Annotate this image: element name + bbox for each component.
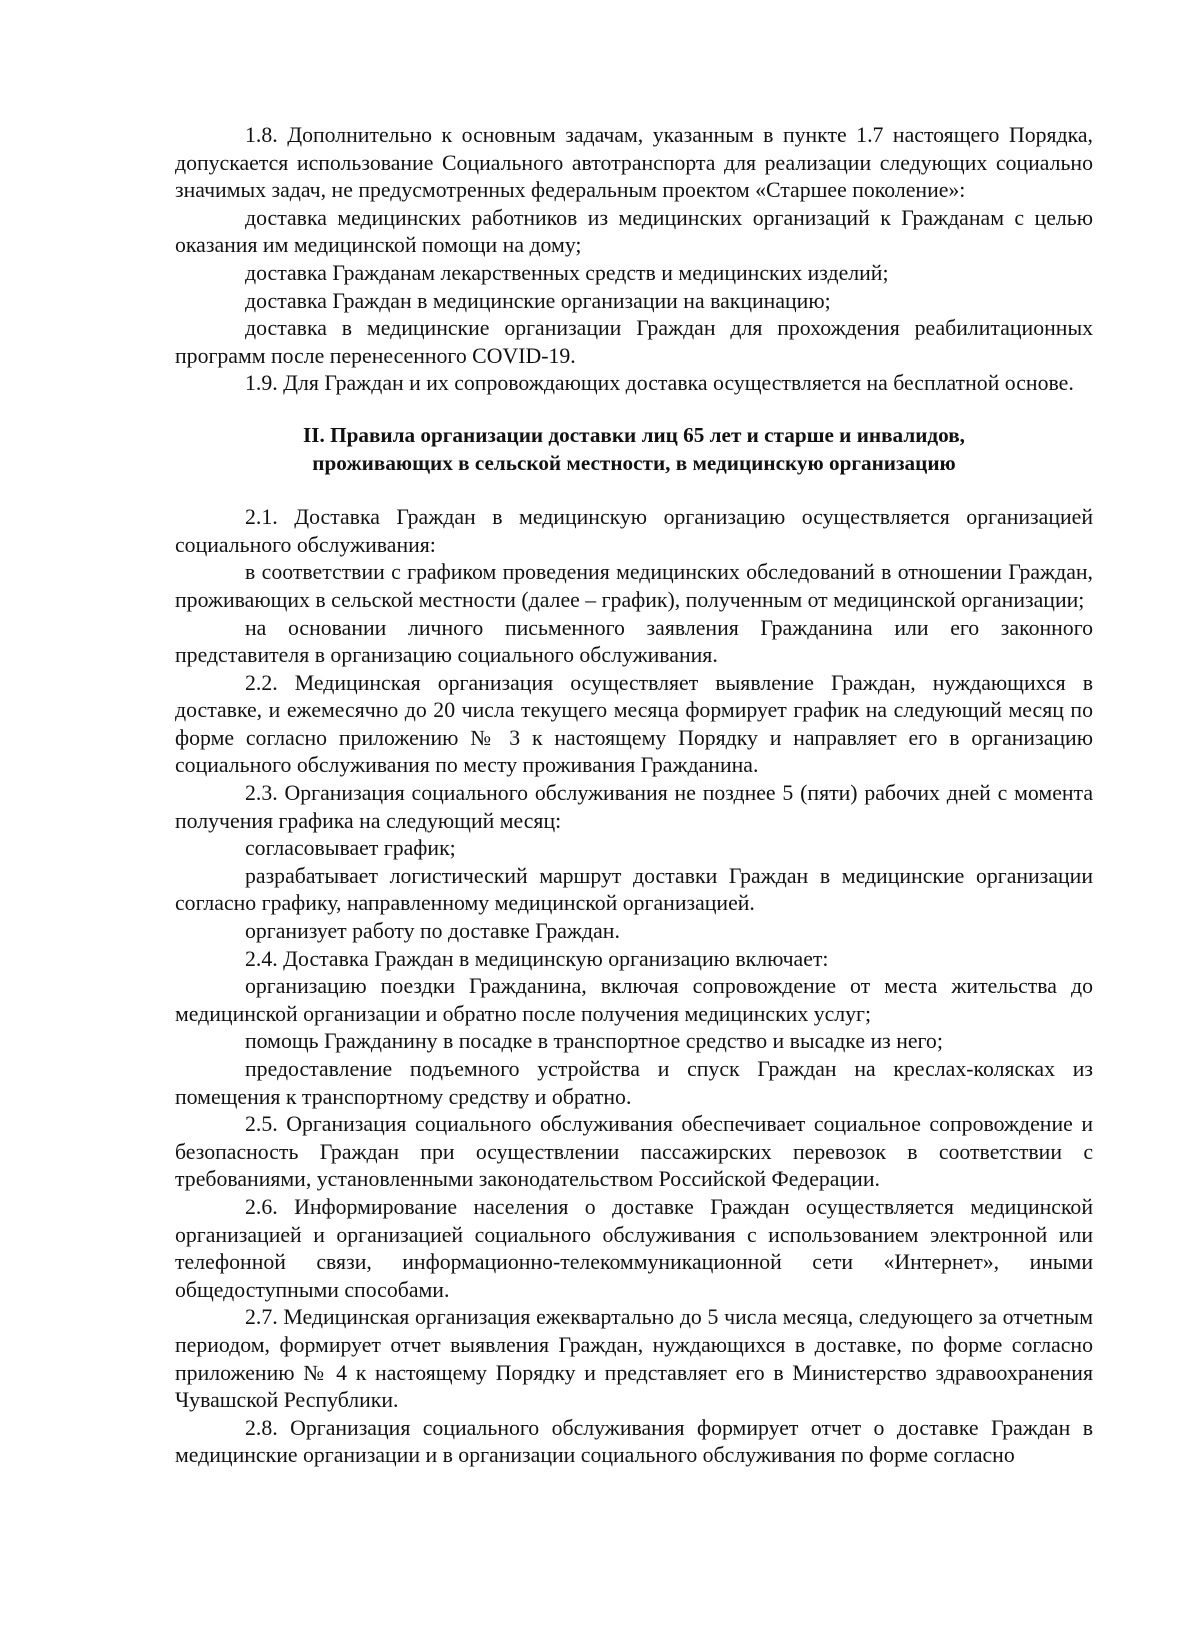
paragraph-2-5: 2.5. Организация социального обслуживания обеспечивает социальное сопровождение и безопасность Граждан при осуществлении пассажирских перевозок в соответствии с требованиями, установленными законодательством Российской Федерации. [175, 1112, 1093, 1192]
section-heading-line-2: проживающих в сельской местности, в медицинскую организацию [312, 450, 956, 475]
paragraph-medicines-delivery: доставка Гражданам лекарственных средств и медицинских изделий; [245, 260, 889, 285]
paragraph-2-8: 2.8. Организация социального обслуживания формирует отчет о доставке Граждан в медицинские организации и в организации социального обслуживания по форме согласно [175, 1415, 1093, 1468]
paragraph-medical-workers-delivery: доставка медицинских работников из медицинских организаций к Гражданам с целью оказания им медицинской помощи на дому; [175, 205, 1093, 258]
paragraph-vaccination-delivery: доставка Граждан в медицинские организации на вакцинацию; [245, 288, 831, 313]
section-heading-line-1: II. Правила организации доставки лиц 65 лет и старше и инвалидов, [303, 422, 965, 447]
paragraph-rehabilitation-delivery: доставка в медицинские организации Граждан для прохождения реабилитационных программ после перенесенного COVID-19. [175, 316, 1093, 368]
paragraph-1-8: 1.8. Дополнительно к основным задачам, указанным в пункте 1.7 настоящего Порядка, допускается использование Социального автотранспорта для реализации следующих социально значимых задач, не предусмотренных федеральным проектом «Старшее поколение»: [175, 123, 1093, 203]
paragraph-schedule-basis: в соответствии с графиком проведения медицинских обследований в отношении Граждан, проживающих в сельской местности (далее – график), полученным от медицинской организации; [175, 560, 1093, 612]
paragraph-trip-organization: организацию поездки Гражданина, включая сопровождение от места жительства до медицинской организации и обратно после получения медицинских услуг; [175, 974, 1093, 1026]
paragraph-logistic-route: разрабатывает логистический маршрут доставки Граждан в медицинские организации согласно графику, направленному медицинской организацией. [175, 863, 1093, 916]
paragraph-2-2: 2.2. Медицинская организация осуществляет выявление Граждан, нуждающихся в доставке, и ежемесячно до 20 числа текущего месяца формирует график на следующий месяц по форме согласно приложению № 3 к настоящему Порядку и направляет его в организацию социального обслуживания по месту проживания Гражданина. [175, 670, 1093, 778]
paragraph-2-7: 2.7. Медицинская организация ежеквартально до 5 числа месяца, следующего за отчетным периодом, формирует отчет выявления Граждан, нуждающихся в доставке, по форме согласно приложению № 4 к настоящему Порядку и представляет его в Министерство здравоохранения Чувашской Республики. [175, 1305, 1093, 1413]
spacer [175, 477, 1093, 504]
paragraph-organizes-work: организует работу по доставке Граждан. [245, 919, 620, 944]
paragraph-1-9: 1.9. Для Граждан и их сопровождающих доставка осуществляется на бесплатной основе. [245, 371, 1074, 396]
paragraph-2-1: 2.1. Доставка Граждан в медицинскую организацию осуществляется организацией социального обслуживания: [175, 505, 1093, 557]
paragraph-application-basis: на основании личного письменного заявления Гражданина или его законного представителя в организацию социального обслуживания. [175, 615, 1093, 668]
paragraph-agrees-schedule: согласовывает график; [245, 836, 456, 861]
spacer [175, 398, 1093, 422]
paragraph-boarding-help: помощь Гражданину в посадке в транспортное средство и высадке из него; [245, 1029, 943, 1054]
document-body [175, 122, 1093, 1470]
paragraph-2-3: 2.3. Организация социального обслуживания не позднее 5 (пяти) рабочих дней с момента получения графика на следующий месяц: [175, 781, 1093, 833]
paragraph-2-6: 2.6. Информирование населения о доставке Граждан осуществляется медицинской организацией и организацией социального обслуживания с использованием электронной или телефонной связи, информационно-телекоммуникационной сети «Интернет», иными общедоступными способами. [175, 1194, 1093, 1302]
paragraph-lift-device: предоставление подъемного устройства и спуск Граждан на креслах-колясках из помещения к транспортному средству и обратно. [175, 1057, 1093, 1109]
paragraph-2-4: 2.4. Доставка Граждан в медицинскую организацию включает: [245, 946, 829, 971]
